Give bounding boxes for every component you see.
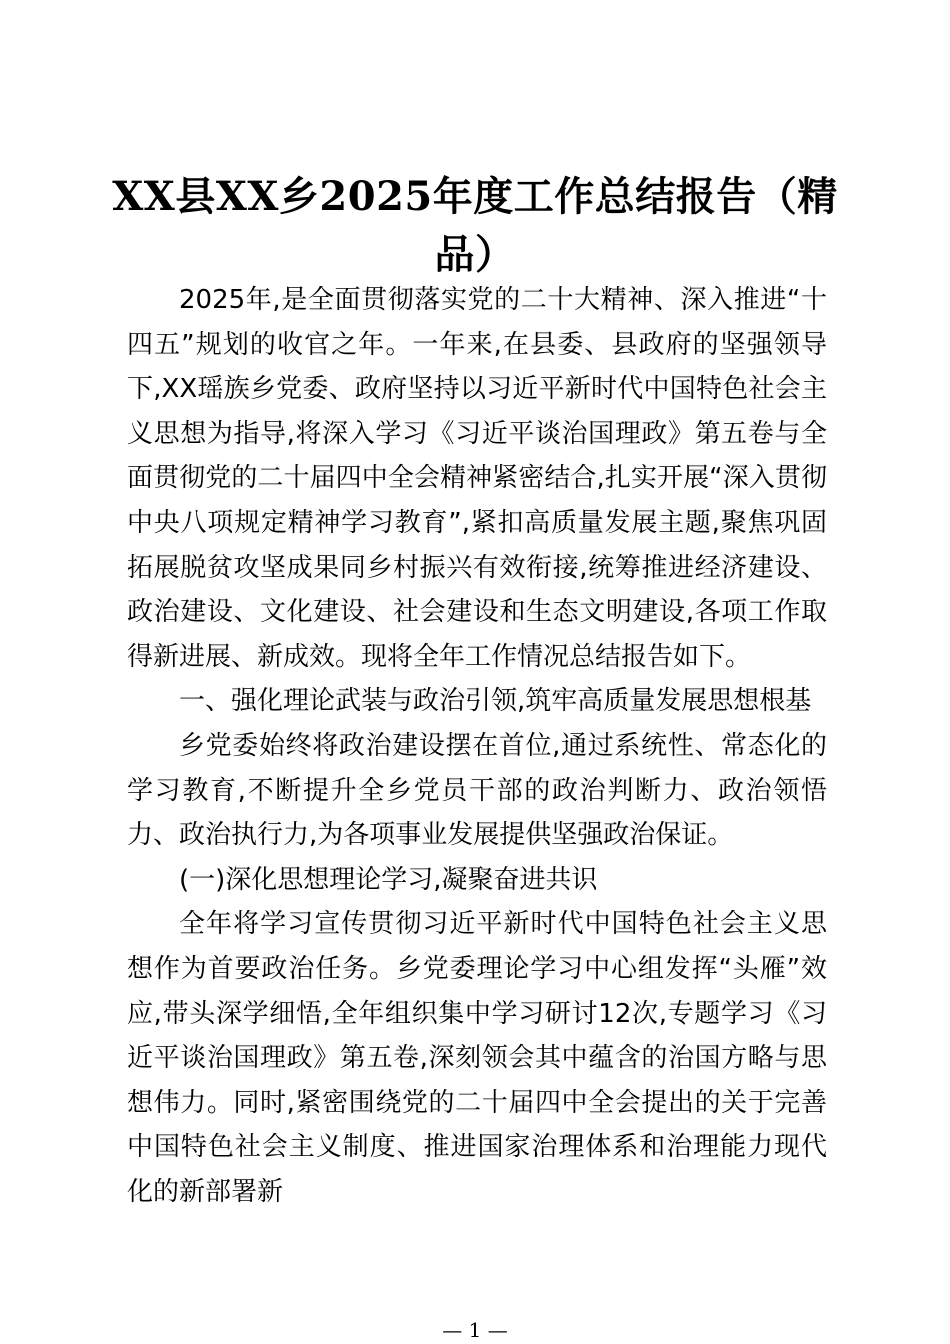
subsection-1-paragraph: 全年将学习宣传贯彻习近平新时代中国特色社会主义思想作为首要政治任务。乡党委理论学习中心组发挥“头雁”效应,带头深学细悟,全年组织集中学习研讨12次,专题学习《习近平谈治国理政》第五卷,深刻领会其中蕴含的治国方略与思想伟力。同时,紧密围绕党的二十届四中全会提出的关于完善中国特色社会主义制度、推进国家治理体系和治理能力现代化的新部署新 xyxy=(127,909,827,1207)
page-number: — 1 — xyxy=(442,1318,508,1342)
section-heading-1: 一、强化理论武装与政治引领,筑牢高质量发展思想根基 xyxy=(179,686,812,717)
subsection-heading-1: (一)深化思想理论学习,凝聚奋进共识 xyxy=(179,864,598,895)
document-title: XX县XX乡2025年度工作总结报告（精品） xyxy=(112,173,838,278)
document-body xyxy=(127,278,827,1214)
section-1-paragraph: 乡党委始终将政治建设摆在首位,通过系统性、常态化的学习教育,不断提升全乡党员干部的政治判断力、政治领悟力、政治执行力,为各项事业发展提供坚强政治保证。 xyxy=(127,730,827,851)
intro-paragraph: 2025年,是全面贯彻落实党的二十大精神、深入推进“十四五”规划的收官之年。一年来,在县委、县政府的坚强领导下,XX瑶族乡党委、政府坚持以习近平新时代中国特色社会主义思想为指导,将深入学习《习近平谈治国理政》第五卷与全面贯彻党的二十届四中全会精神紧密结合,扎实开展“深入贯彻中央八项规定精神学习教育”,紧扣高质量发展主题,聚焦巩固拓展脱贫攻坚成果同乡村振兴有效衔接,统筹推进经济建设、政治建设、文化建设、社会建设和生态文明建设,各项工作取得新进展、新成效。现将全年工作情况总结报告如下。 xyxy=(127,285,827,672)
